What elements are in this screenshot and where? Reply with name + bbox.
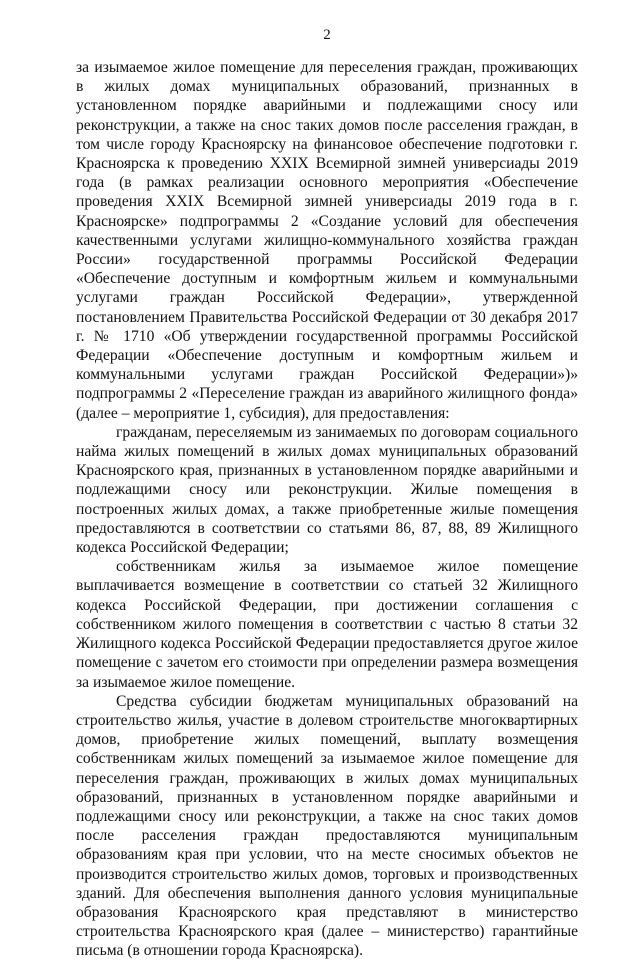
page-number: 2 xyxy=(323,27,331,43)
paragraph-owners: собственникам жилья за изымаемое жилое помещение выплачивается возмещение в соответствии со статьей 32 Жилищного кодекса Российской Федерации, при достижении соглашения с собственником жилого помещения в соответствии с частью 8 статьи 32 Жилищного кодекса Российской Федерации предоставляется другое жилое помещение с зачетом его стоимости при определении размера возмещения за изымаемое жилое помещение. xyxy=(76,558,578,691)
paragraph-citizens: гражданам, переселяемым из занимаемых по договорам социального найма жилых помещений в жилых домах муниципальных образований Красноярского края, признанных в установленном порядке аварийными и подлежащими сносу или реконструкции. Жилые помещения в построенных жилых домах, а также приобретенные жилые помещения предоставляются в соответствии со статьями 86, 87, 88, 89 Жилищного кодекса Российской Федерации; xyxy=(76,423,578,557)
paragraph-subsidy-funds: Средства субсидии бюджетам муниципальных образований на строительство жилья, участие в долевом строительстве многоквартирных домов, приобретение жилых помещений, выплату возмещения собственникам жилых помещений за изымаемое жилое помещение для переселения граждан, проживающих в жилых домах муниципальных образований, признанных в установленном порядке аварийными и подлежащими сносу или реконструкции, а также на снос таких домов после расселения граждан предоставляются муниципальным образованиям края при условии, что на месте сносимых объектов не производится строительство жилых домов, торговых и производственных зданий. Для обеспечения выполнения данного условия муниципальные образования Красноярского края представляют в министерство строительства Красноярского края (далее – министерство) гарантийные письма (в отношении города Красноярска). xyxy=(76,692,578,960)
paragraph-continuation: за изымаемое жилое помещение для переселения граждан, проживающих в жилых домах муниципальных образований, признанных в установленном порядке аварийными и подлежащими сносу или реконструкции, а также на снос таких домов после расселения граждан, в том числе городу Красноярску на финансовое обеспечение подготовки г. Красноярска к проведению XXIX Всемирной зимней универсиады 2019 года (в рамках реализации основного мероприятия «Обеспечение проведения XXIX Всемирной зимней универсиады 2019 года в г. Красноярске» подпрограммы 2 «Создание условий для обеспечения качественными услугами жилищно-коммунального хозяйства граждан России» государственной программы Российской Федерации «Обеспечение доступным и комфортным жильем и коммунальными услугами граждан Российской Федерации», утвержденной постановлением Правительства Российской Федерации от 30 декабря 2017 г. № 1710 «Об утверждении государственной программы Российской Федерации «Обеспечение доступным и комфортным жильем и коммунальными услугами граждан Российской Федерации»)» подпрограммы 2 «Переселение граждан из аварийного жилищного фонда» (далее – мероприятие 1, субсидия), для предоставления: xyxy=(76,59,578,422)
